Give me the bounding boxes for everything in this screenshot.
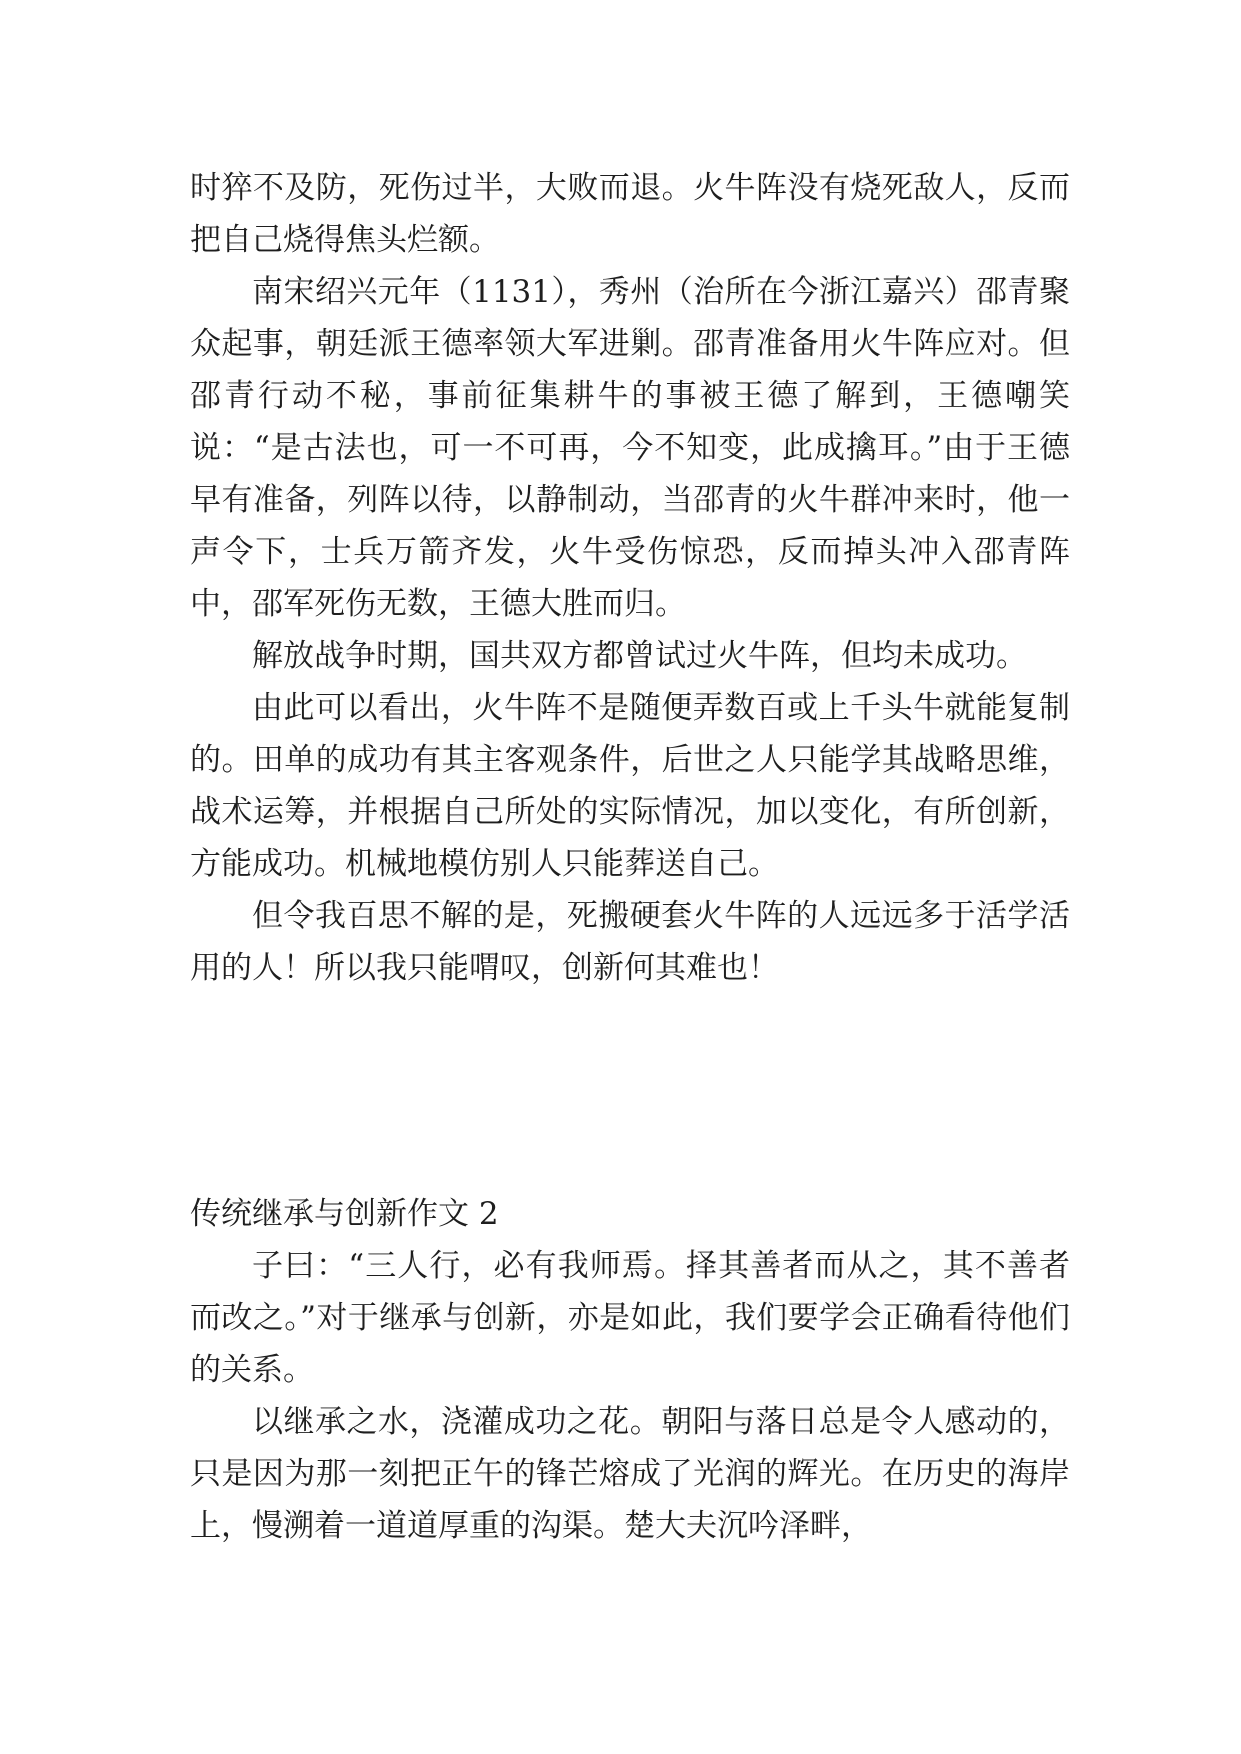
essay-section-2 (190, 1188, 1070, 1552)
paragraph-continuation: 时猝不及防，死伤过半，大败而退。火牛阵没有烧死敌人，反而把自己烧得焦头烂额。 (190, 170, 1070, 258)
essay-title: 传统继承与创新作文 2 (190, 1196, 499, 1232)
paragraph-conclusion: 由此可以看出，火牛阵不是随便弄数百或上千头牛就能复制的。田单的成功有其主客观条件，后世之人只能学其战略思维，战术运筹，并根据自己所处的实际情况，加以变化，有所创新，方能成功。机械地模仿别人只能葬送自己。 (190, 690, 1070, 882)
paragraph-confucius: 子曰：“三人行，必有我师焉。择其善者而从之，其不善者而改之。”对于继承与创新，亦是如此，我们要学会正确看待他们的关系。 (190, 1248, 1070, 1388)
paragraph-civil-war: 解放战争时期，国共双方都曾试过火牛阵，但均未成功。 (252, 638, 1027, 674)
paragraph-shao-qing: 南宋绍兴元年（1131），秀州（治所在今浙江嘉兴）邵青聚众起事，朝廷派王德率领大军进剿。邵青准备用火牛阵应对。但邵青行动不秘，事前征集耕牛的事被王德了解到，王德嘲笑说：“是古法也，可一不可再，今不知变，此成擒耳。”由于王德早有准备，列阵以待，以静制动，当邵青的火牛群冲来时，他一声令下，士兵万箭齐发，火牛受伤惊恐，反而掉头冲入邵青阵中，邵军死伤无数，王德大胜而归。 (190, 274, 1070, 622)
paragraph-lament: 但令我百思不解的是，死搬硬套火牛阵的人远远多于活学活用的人！所以我只能喟叹，创新何其难也！ (190, 898, 1070, 986)
essay-section-1 (190, 162, 1070, 994)
paragraph-inheritance: 以继承之水，浇灌成功之花。朝阳与落日总是令人感动的，只是因为那一刻把正午的锋芒熔成了光润的辉光。在历史的海岸上，慢溯着一道道厚重的沟渠。楚大夫沉吟泽畔， (190, 1404, 1070, 1544)
